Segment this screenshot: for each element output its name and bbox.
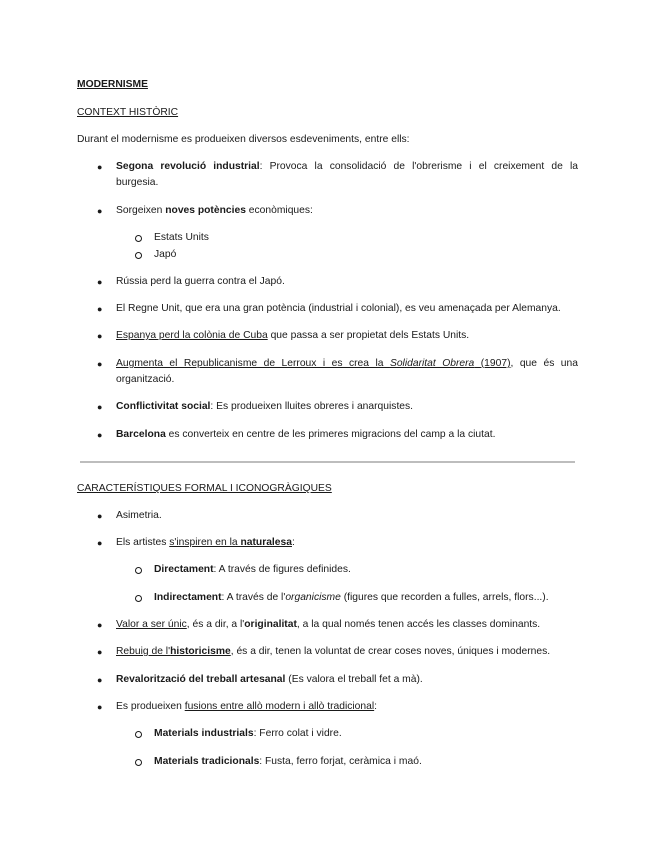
circle-bullet-icon	[135, 235, 142, 242]
document-title: MODERNISME	[77, 79, 148, 90]
list-item-russia: Rússia perd la guerra contra el Japó.	[116, 276, 285, 287]
text: que passa a ser propietat dels Estats Units.	[267, 330, 470, 341]
bold-text: noves potències	[165, 205, 246, 216]
text: : Ferro colat i vidre.	[253, 728, 342, 739]
sub-item-japan: Japó	[154, 249, 177, 260]
bold-text: historicisme	[170, 646, 231, 657]
text: , és a dir, tenen la voluntat de crear coses noves, úniques i modernes.	[230, 646, 551, 657]
underlined-text	[116, 646, 231, 657]
underlined-text: Espanya perd la colònia de Cuba	[116, 330, 268, 341]
list-item-republicanism	[116, 357, 578, 371]
circle-bullet-icon	[135, 759, 142, 766]
text: , a la qual només tenen accés les classes dominants.	[296, 619, 541, 630]
text: : Provoca la consolidació de l'obrerisme i el creixement de la	[259, 161, 578, 172]
text: es converteix en centre de les primeres migracions del camp a la ciutat.	[165, 429, 496, 440]
bullet-icon: ●	[97, 511, 103, 521]
bold-text: originalitat	[244, 619, 297, 630]
text: : A través de figures definides.	[213, 564, 351, 575]
horizontal-divider	[80, 461, 575, 463]
bullet-icon: ●	[97, 430, 103, 440]
text: , és a dir, a l'	[186, 619, 245, 630]
list-item-continuation: burgesia.	[116, 177, 159, 188]
list-item-new-powers	[116, 204, 313, 218]
bullet-icon: ●	[97, 675, 103, 685]
list-item-asymmetry: Asimetria.	[116, 510, 162, 521]
list-item-historicism	[116, 645, 550, 659]
text: Es produeixen	[116, 701, 185, 712]
bold-text: Barcelona	[116, 429, 166, 440]
underlined-text	[116, 358, 511, 369]
bold-text: naturalesa	[240, 537, 292, 548]
list-item-spain-cuba	[116, 329, 469, 343]
text: : Es produeixen lluites obreres i anarquistes.	[210, 401, 414, 412]
bullet-icon: ●	[97, 206, 103, 216]
bold-text: Materials tradicionals	[154, 756, 260, 767]
sub-item-usa: Estats Units	[154, 232, 209, 243]
text: :	[374, 701, 378, 712]
text: Augmenta el Republicanisme de Lerroux i es crea la	[116, 358, 390, 369]
sub-item-directly	[154, 563, 351, 577]
text: :	[291, 537, 295, 548]
bullet-icon: ●	[97, 304, 103, 314]
bullet-icon: ●	[97, 359, 103, 369]
underlined-text: fusions entre allò modern i allò tradicional	[184, 701, 375, 712]
bold-text: Directament	[154, 564, 214, 575]
text: (figures que recorden a fulles, arrels, flors...).	[340, 592, 549, 603]
text: (1907)	[474, 358, 511, 369]
underlined-text	[169, 537, 292, 548]
text: Rebuig de l'	[116, 646, 171, 657]
circle-bullet-icon	[135, 595, 142, 602]
list-item-social-conflict	[116, 400, 413, 414]
list-item-continuation: organització.	[116, 374, 175, 385]
bold-text: Indirectament	[154, 592, 222, 603]
bullet-icon: ●	[97, 402, 103, 412]
sub-item-traditional-materials	[154, 755, 422, 769]
italic-text: organicisme	[285, 592, 341, 603]
section-heading-characteristics: CARACTERÍSTIQUES FORMAL I ICONOGRÀGIQUES	[77, 483, 332, 494]
bullet-icon: ●	[97, 277, 103, 287]
intro-paragraph: Durant el modernisme es produeixen diversos esdeveniments, entre ells:	[77, 134, 410, 145]
bullet-icon: ●	[97, 647, 103, 657]
text: : Fusta, ferro forjat, ceràmica i maó.	[259, 756, 422, 767]
text: econòmiques:	[245, 205, 313, 216]
list-item-barcelona	[116, 428, 495, 442]
italic-text: Solidaritat Obrera	[389, 358, 475, 369]
text: (Es valora el treball fet a mà).	[285, 674, 423, 685]
list-item-originality	[116, 618, 540, 632]
circle-bullet-icon	[135, 252, 142, 259]
list-item-nature	[116, 536, 295, 550]
list-item-craftsmanship	[116, 673, 423, 687]
bullet-icon: ●	[97, 702, 103, 712]
bullet-icon: ●	[97, 331, 103, 341]
text: Sorgeixen	[116, 205, 166, 216]
bold-text: Conflictivitat social	[116, 401, 211, 412]
bold-text: Segona revolució industrial	[116, 161, 260, 172]
section-heading-context: CONTEXT HISTÒRIC	[77, 107, 179, 118]
list-item-industrial-revolution	[116, 160, 578, 174]
text: Els artistes	[116, 537, 170, 548]
underlined-text: Valor a ser únic	[116, 619, 187, 630]
circle-bullet-icon	[135, 731, 142, 738]
circle-bullet-icon	[135, 567, 142, 574]
text: : A través de l'	[221, 592, 286, 603]
bullet-icon: ●	[97, 538, 103, 548]
bold-text: Materials industrials	[154, 728, 254, 739]
list-item-uk: El Regne Unit, que era una gran potència (industrial i colonial), es veu amenaçada per Alemanya.	[116, 303, 561, 314]
bold-text: Revalorització del treball artesanal	[116, 674, 286, 685]
list-item-fusions	[116, 700, 377, 714]
sub-item-industrial-materials	[154, 727, 342, 741]
sub-item-indirectly	[154, 591, 549, 605]
text: s'inspiren en la	[169, 537, 241, 548]
bullet-icon: ●	[97, 162, 103, 172]
bullet-icon: ●	[97, 620, 103, 630]
text: , que és una	[510, 358, 578, 369]
